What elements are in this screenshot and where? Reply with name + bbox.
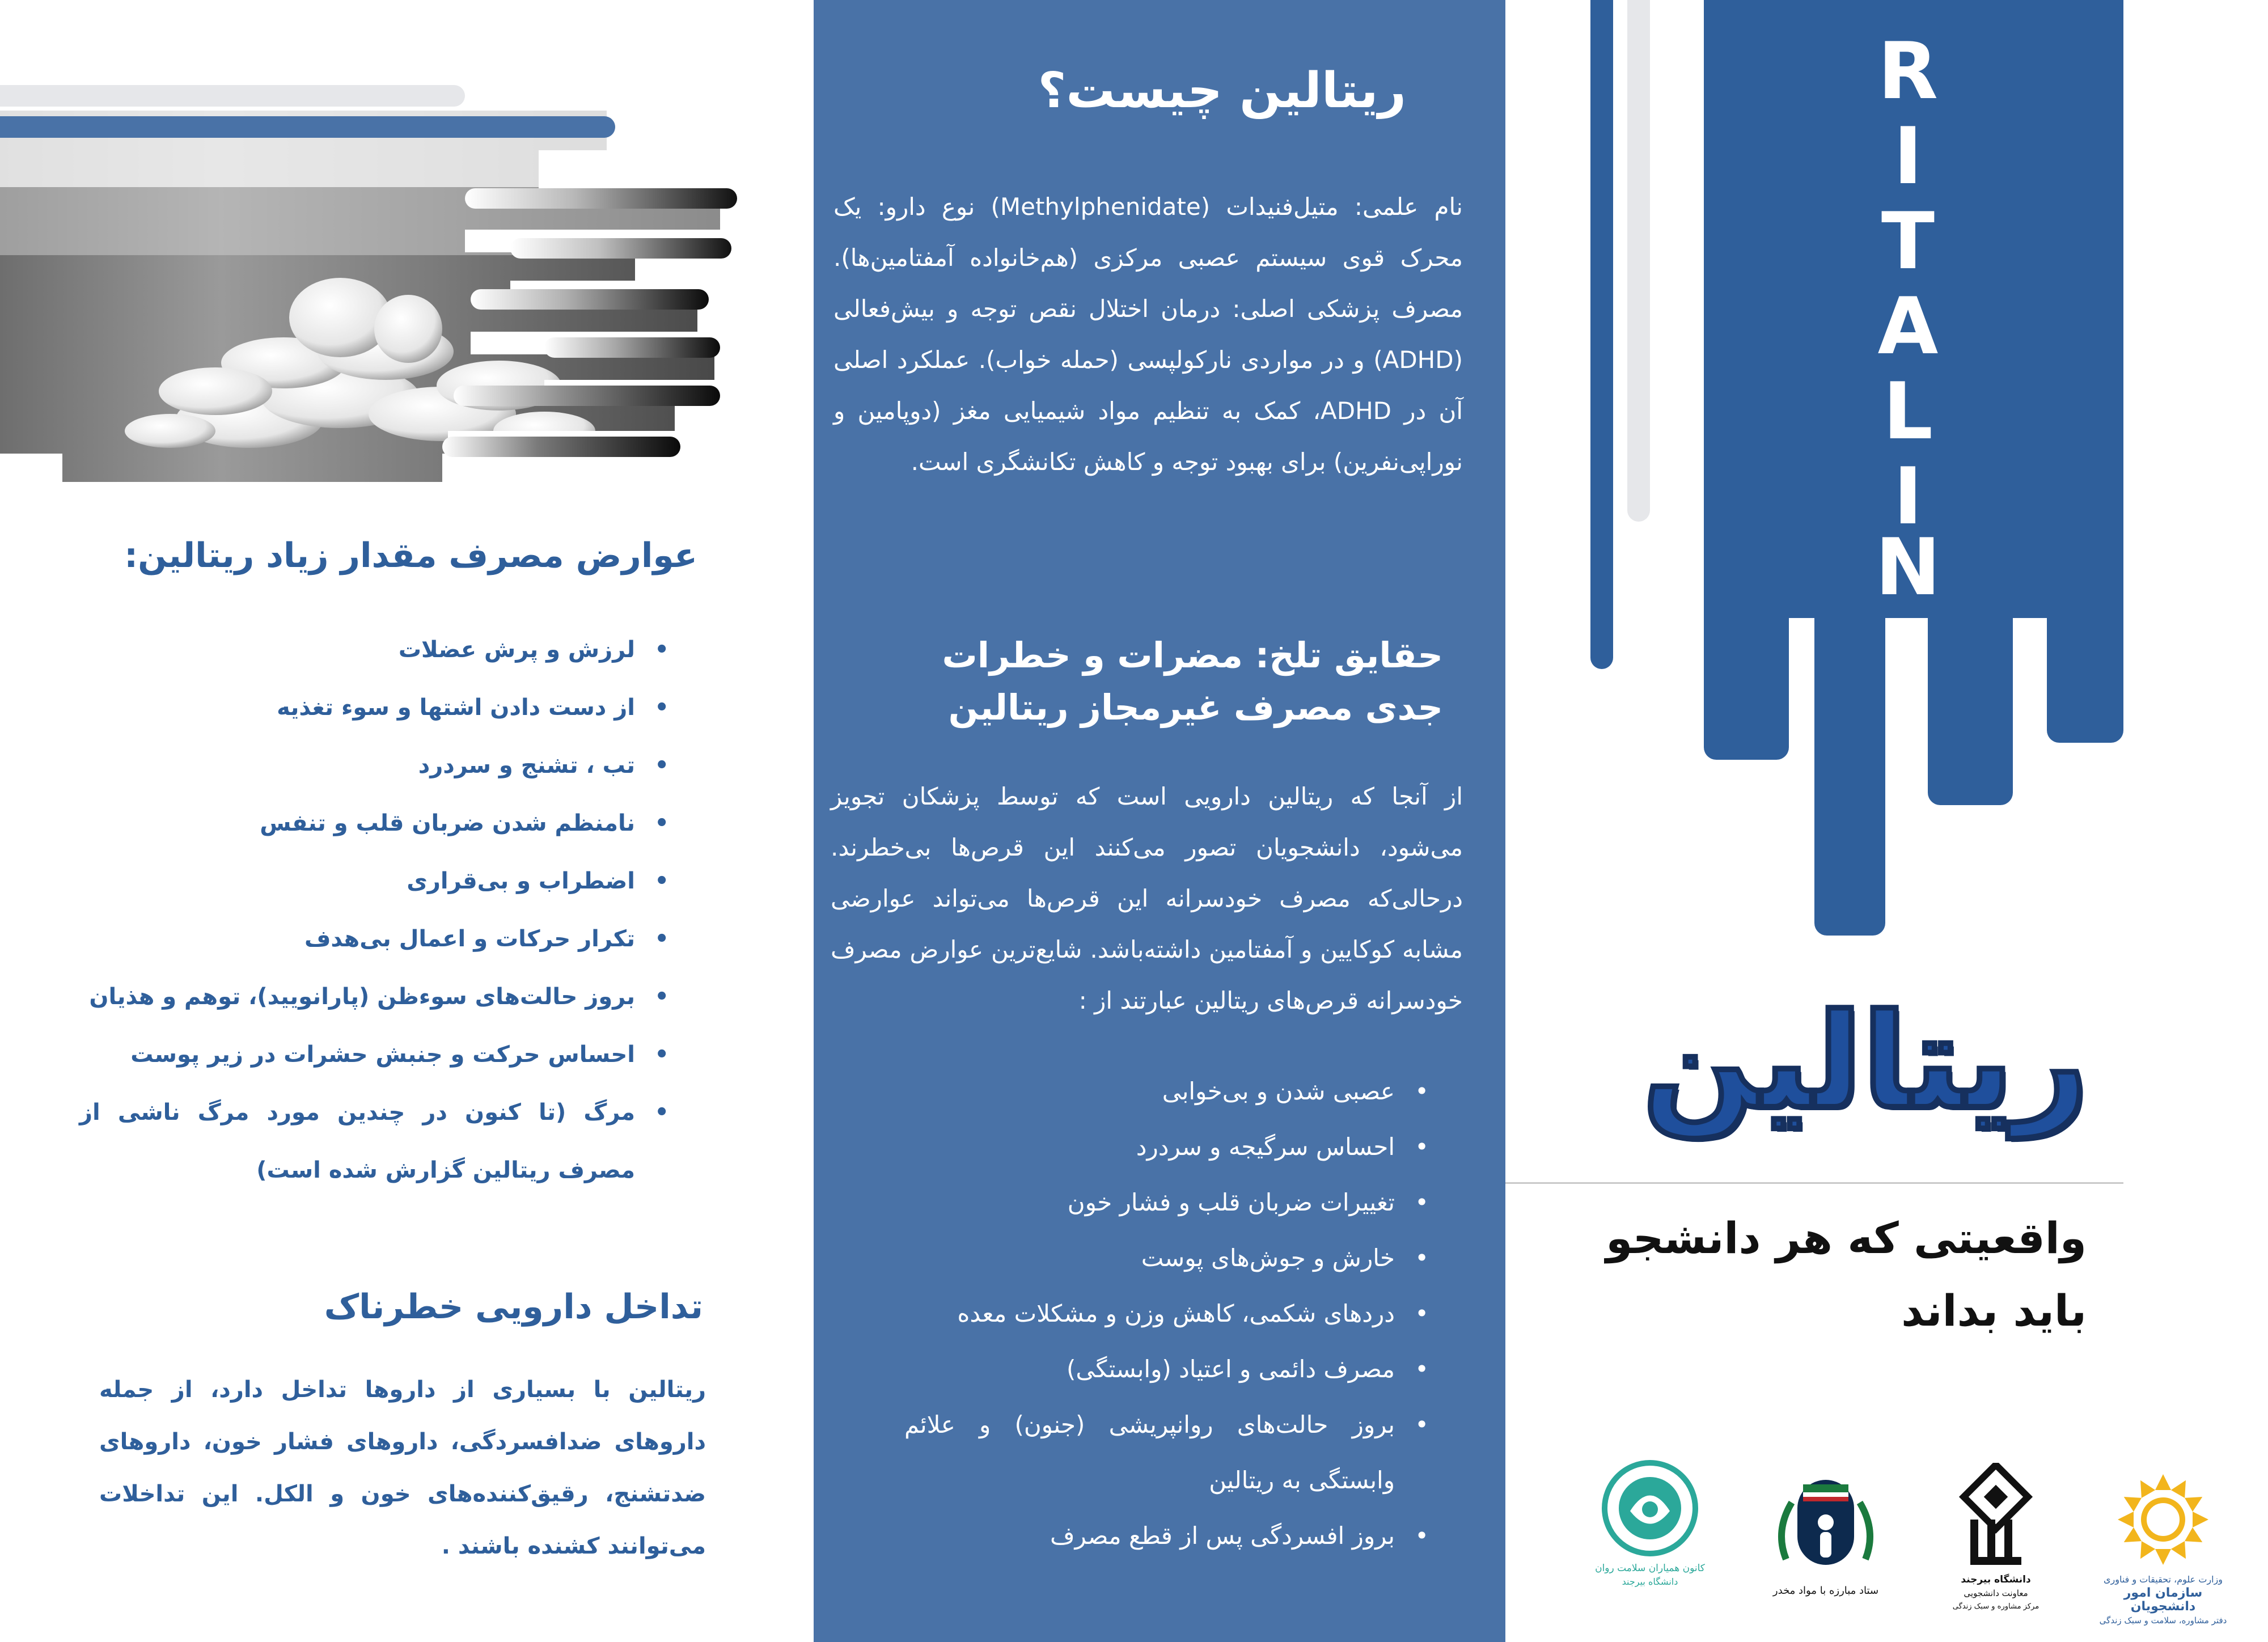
subtitle-line2: باید بداند (1901, 1285, 2087, 1336)
pills-photo (0, 0, 737, 482)
ritalin-letter: L (1883, 366, 1933, 457)
subtitle-line1: واقعیتی که هر دانشجو (1606, 1213, 2087, 1263)
list-item: • نامنظم شدن ضربان قلب و تنفس (79, 794, 669, 852)
birjand-university-icon (1939, 1463, 2053, 1571)
anti-narcotics-logo (1763, 1469, 1888, 1598)
interaction-title: تداخل دارویی خطرناک (324, 1287, 703, 1327)
divider (1505, 1182, 2123, 1184)
list-item: • عصبی شدن و بی‌خوابی (904, 1064, 1429, 1119)
list-item: • احساس حرکت و جنبش حشرات در زیر پوست (79, 1026, 669, 1084)
list-item: • احساس سرگیجه و سردرد (904, 1119, 1429, 1175)
ritalin-letter: I (1893, 451, 1923, 542)
list-item: • دردهای شکمی، کاهش وزن و مشکلات معده (904, 1286, 1429, 1341)
list-item: • مرگ (تا کنون در چندین مورد مرگ ناشی از مصرف ریتالین گزارش شده است) (79, 1084, 669, 1199)
sun-emblem-icon (2098, 1469, 2228, 1571)
side-effects-list (79, 621, 669, 1199)
main-title: ریتالین (1642, 987, 2089, 1138)
ritalin-letter: R (1877, 26, 1939, 117)
logo-caption: کانون همیاران سلامت روان (1595, 1563, 1705, 1574)
anti-narcotics-icon (1763, 1469, 1888, 1582)
list-item: • لرزش و پرش عضلات (79, 621, 669, 679)
list-item: • بروز افسردگی پس از قطع مصرف (904, 1508, 1429, 1564)
logo-caption: سازمان امور دانشجویان (2123, 1586, 2203, 1614)
logo-caption: وزارت علوم، تحقیقات و فناوری (2104, 1574, 2223, 1585)
facts-title (814, 629, 1443, 734)
ministry-logo (2098, 1469, 2228, 1627)
list-item: • از دست دادن اشتها و سوء تغذیه (79, 679, 669, 737)
list-item: • تغییرات ضربان قلب و فشار خون (904, 1175, 1429, 1230)
logo-caption: دفتر مشاوره، سلامت و سبک زندگی (2099, 1615, 2227, 1626)
list-item: • بروز حالت‌های سوءظن (پارانویید)، توهم و هذیان (79, 968, 669, 1026)
side-effects-title: عوارض مصرف مقدار زیاد ریتالین: (124, 536, 697, 575)
logo-caption: دانشگاه بیرجند (1622, 1576, 1678, 1587)
facts-text: از آنجا که ریتالین دارویی است که توسط پزشکان تجویز می‌شود، دانشجویان تصور می‌کنند این قرص‌ها بی‌خطرند. درحالی‌که مصرف خودسرانه این قرص‌ها می‌تواند عوارضی مشابه کوکایین و آمفتامین داشته‌باشد. شایع‌ترین عوارض مصرف خودسرانه قرص‌های ریتالین عبارتند از : (831, 782, 1463, 1014)
birjand-university-logo (1939, 1463, 2053, 1614)
what-is-title: ریتالین چیست؟ (1038, 62, 1406, 119)
logo-caption: مرکز مشاوره و سبک زندگی (1952, 1602, 2039, 1611)
logo-caption: معاونت دانشجویی (1964, 1588, 2028, 1598)
ritalin-letter: T (1881, 196, 1935, 287)
mental-health-club-icon (1590, 1457, 1710, 1559)
facts-title-line1: حقایق تلخ: مضرات و خطرات (942, 634, 1443, 676)
list-item: • مصرف دائمی و اعتیاد (وابستگی) (904, 1341, 1429, 1397)
list-item: • تکرار حرکات و اعمال بی‌هدف (79, 910, 669, 968)
what-is-text: نام علمی: متیل‌فنیدات (Methylphenidate) نوع دارو: یک محرک قوی سیستم عصبی مرکزی (هم‌خانواده آمفتامین‌ها). مصرف پزشکی اصلی: درمان اختلال نقص توجه و بیش‌فعالی (ADHD) و در مواردی نارکولپسی (حمله خواب). عملکرد اصلی آن در ADHD، کمک به تنظیم مواد شیمیایی مغز (دوپامین و نوراپی‌نفرین) برای بهبود توجه و کاهش تکانشگری است. (833, 193, 1463, 476)
middle-panel (814, 0, 1505, 1642)
subtitle (1520, 1202, 2087, 1347)
logo-caption: دانشگاه بیرجند (1961, 1574, 2031, 1585)
interaction-text: ریتالین با بسیاری از داروها تداخل دارد، از جمله داروهای ضدافسردگی، داروهای فشار خون، داروهای ضدتشنج، رقیق‌کننده‌های خون و الکل. این تداخلات می‌توانند کشنده باشند . (99, 1377, 706, 1559)
list-item: • بروز حالت‌های روانپریشی (جنون) و علائم وابستگی به ریتالین (904, 1397, 1429, 1508)
facts-list (904, 1064, 1429, 1564)
list-item: • اضطراب و بی‌قراری (79, 852, 669, 910)
facts-title-line2: جدی مصرف غیرمجاز ریتالین (948, 687, 1443, 728)
mental-health-logo (1590, 1457, 1710, 1589)
ritalin-letter: N (1875, 522, 1941, 613)
ritalin-letter: A (1877, 281, 1939, 372)
list-item: • تب ، تشنج و سردرد (79, 737, 669, 794)
logo-caption: ستاد مبارزه با مواد مخدر (1772, 1585, 1879, 1597)
ritalin-letter: I (1893, 111, 1923, 202)
list-item: • خارش و جوش‌های پوست (904, 1230, 1429, 1286)
